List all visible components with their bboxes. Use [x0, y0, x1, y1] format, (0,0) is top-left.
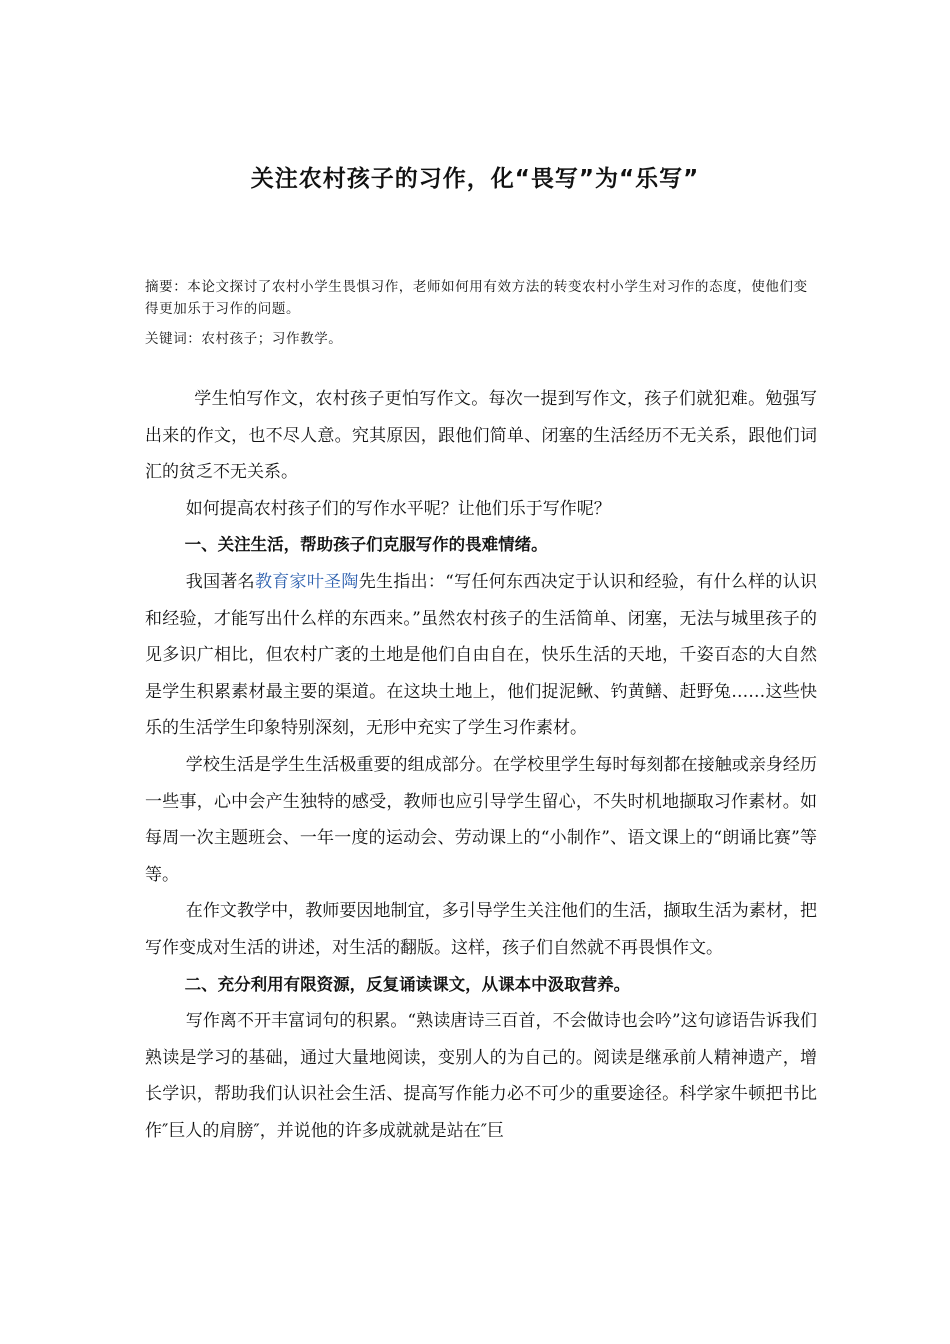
paragraph-3-post: 先生指出：“写任何东西决定于认识和经验，有什么样的认识和经验，才能写出什么样的东西来。”虽然农村孩子的生活简单、闭塞，无法与城里孩子的见多识广相比，但农村广袤的土地是他们自由自在，快乐生活的天地，千姿百态的大自然是学生积累素材最主要的渠道。在这块土地上，他们捉泥鳅、钓黄鳝、赶野兔……这些快乐的生活学生印象特别深刻，无形中充实了学生习作素材。: [145, 571, 817, 739]
paragraph-2: 如何提高农村孩子们的写作水平呢？让他们乐于写作呢？: [185, 498, 611, 519]
paragraph-3: [145, 564, 817, 747]
abstract: 摘要：本论文探讨了农村小学生畏惧习作，老师如何用有效方法的转变农村小学生对习作的态度，使他们变得更加乐于习作的问题。: [145, 279, 808, 317]
paragraph-4: 学校生活是学生生活极重要的组成部分。在学校里学生每时每刻都在接触或亲身经历一些事，心中会产生独特的感受，教师也应引导学生留心，不失时机地撷取习作素材。如每周一次主题班会、一年一度的运动会、劳动课上的“小制作”、语文课上的“朗诵比赛”等等。: [145, 754, 817, 885]
section-heading-1: 一、关注生活，帮助孩子们克服写作的畏难情绪。: [184, 535, 548, 555]
document-body: [145, 381, 817, 1149]
educator-link[interactable]: 教育家叶圣陶: [254, 571, 359, 592]
paragraph-3-pre: 我国著名: [185, 571, 255, 592]
paragraph-6: 写作离不开丰富词句的积累。“熟读唐诗三百首，不会做诗也会吟”这句谚语告诉我们熟读是学习的基础，通过大量地阅读，变别人的为自己的。阅读是继承前人精神遗产，增长学识，帮助我们认识社会生活、提高写作能力必不可少的重要途径。科学家牛顿把书比作″巨人的肩膀″，并说他的许多成就就是站在″巨: [145, 1011, 817, 1141]
paragraph-5: 在作文教学中，教师要因地制宜，多引导学生关注他们的生活，撷取生活为素材，把写作变成对生活的讲述，对生活的翻版。这样，孩子们自然就不再畏惧作文。: [145, 901, 817, 958]
section-heading-2: 二、充分利用有限资源，反复诵读课文，从课本中汲取营养。: [184, 974, 631, 994]
paragraph-1: 学生怕写作文，农村孩子更怕写作文。每次一提到写作文，孩子们就犯难。勉强写出来的作文，也不尽人意。究其原因，跟他们简单、闭塞的生活经历不无关系，跟他们词汇的贫乏不无关系。: [145, 389, 817, 483]
document-title: 关注农村孩子的习作，化“畏写”为“乐写”: [250, 166, 700, 192]
keywords: 关键词：农村孩子；习作教学。: [145, 331, 343, 347]
